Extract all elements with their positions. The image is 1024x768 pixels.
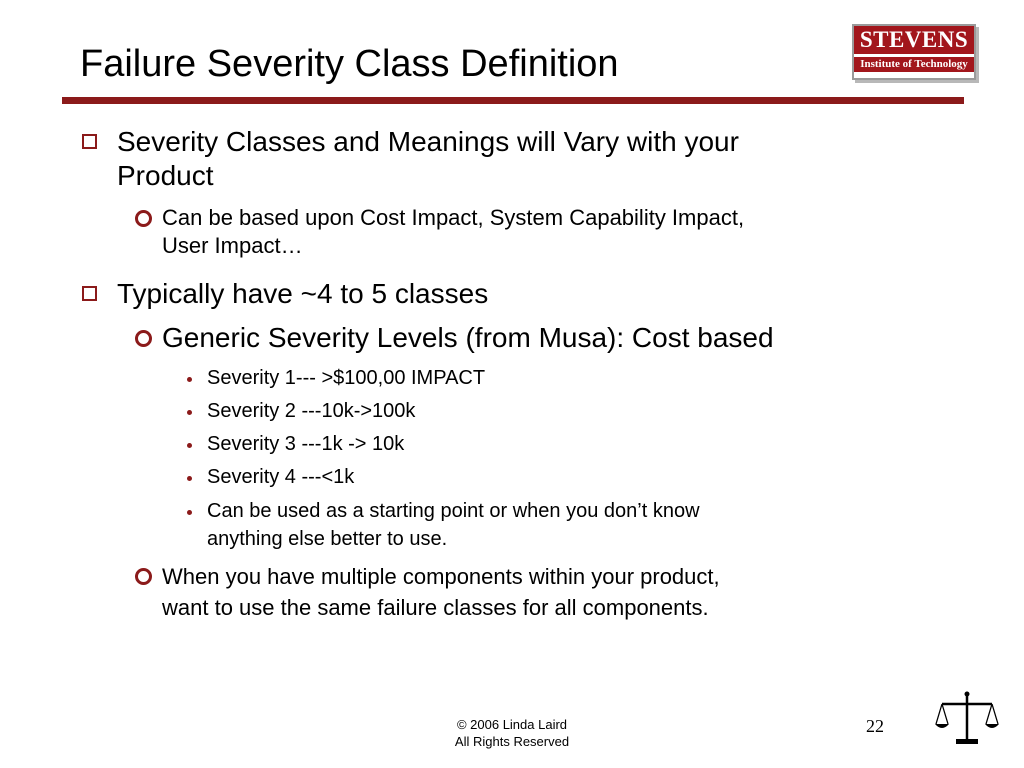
rights-text: All Rights Reserved xyxy=(454,734,570,749)
logo-subtitle: Institute of Technology xyxy=(854,57,974,72)
bullet-severity-3: Severity 3 ---1k -> 10k xyxy=(207,433,405,455)
square-bullet-icon xyxy=(82,286,97,301)
bullet-based-upon xyxy=(162,204,744,260)
bullet-line: Severity Classes and Meanings will Vary with your xyxy=(117,126,739,157)
ring-bullet-icon xyxy=(135,210,152,227)
bullet-line: Product xyxy=(117,160,214,191)
bullet-severity-1: Severity 1--- >$100,00 IMPACT xyxy=(207,367,486,389)
ring-bullet-icon xyxy=(135,330,152,347)
logo-name: STEVENS xyxy=(854,26,974,54)
page-number: 22 xyxy=(866,716,884,736)
dot-bullet-icon xyxy=(187,377,192,382)
bullet-line: want to use the same failure classes for all components. xyxy=(162,595,709,620)
bullet-generic-levels: Generic Severity Levels (from Musa): Cost based xyxy=(162,322,774,353)
bullet-typical-classes: Typically have ~4 to 5 classes xyxy=(117,278,489,309)
ring-bullet-icon xyxy=(135,568,152,585)
scales-icon xyxy=(934,690,1000,748)
title-divider xyxy=(62,97,964,104)
bullet-line: When you have multiple components within your product, xyxy=(162,564,720,589)
bullet-line: User Impact… xyxy=(162,233,303,258)
copyright-text: © 2006 Linda Laird xyxy=(456,717,568,732)
slide-title: Failure Severity Class Definition xyxy=(80,43,619,85)
bullet-line: anything else better to use. xyxy=(207,528,448,550)
bullet-severity-classes xyxy=(117,125,739,193)
stevens-logo xyxy=(852,24,976,80)
square-bullet-icon xyxy=(82,134,97,149)
bullet-line: Can be based upon Cost Impact, System Capability Impact, xyxy=(162,205,745,230)
bullet-multiple-components xyxy=(162,561,720,623)
dot-bullet-icon xyxy=(187,443,192,448)
dot-bullet-icon xyxy=(187,510,192,515)
bullet-line: Can be used as a starting point or when you don’t know xyxy=(207,500,700,522)
dot-bullet-icon xyxy=(187,410,192,415)
footer-copyright xyxy=(412,716,612,750)
dot-bullet-icon xyxy=(187,476,192,481)
bullet-starting-point xyxy=(207,497,700,553)
bullet-severity-4: Severity 4 ---<1k xyxy=(207,466,355,488)
bullet-severity-2: Severity 2 ---10k->100k xyxy=(207,400,416,422)
